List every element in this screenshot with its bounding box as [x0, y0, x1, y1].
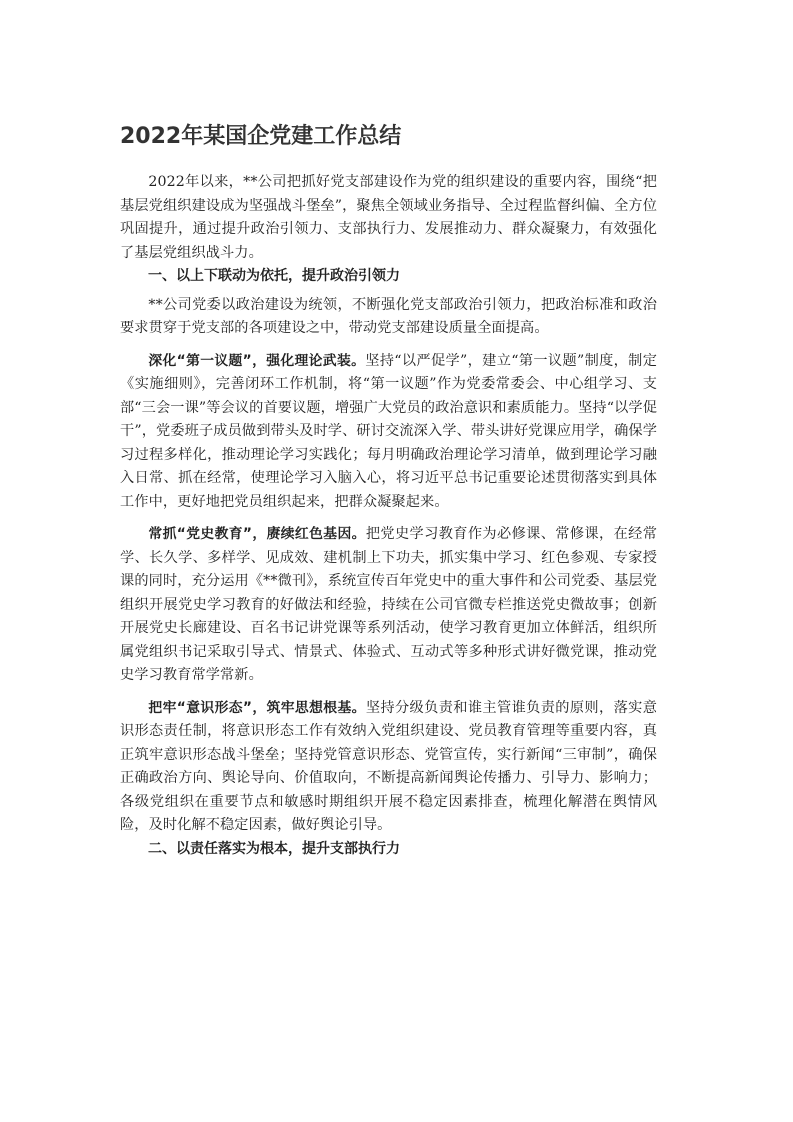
item-3-lead: 把牢“意识形态”，筑牢思想根基。 — [148, 699, 366, 716]
section-1-intro: **公司党委以政治建设为统领，不断强化党支部政治引领力，把政治标准和政治要求贯穿于党支部的各项建设之中，带动党支部建设质量全面提高。 — [120, 296, 657, 336]
section-1-item-1 — [120, 350, 657, 515]
section-1-heading: 一、以上下联动为依托，提升政治引领力 — [148, 268, 400, 284]
section-2-heading: 二、以责任落实为根本，提升支部执行力 — [148, 840, 400, 857]
document-body — [120, 171, 657, 861]
section-1-item-2 — [120, 523, 657, 688]
section-1-item-3 — [120, 697, 657, 838]
item-2-text: 把党史学习教育作为必修课、常修课，在经常学、长久学、多样学、见成效、建机制上下功夫，抓实集中学习、红色参观、专家授课的同时，充分运用《**微刊》，系统宣传百年党史中的重大事件和公司党委、基层党组织开展党史学习教育的好做法和经验，持续在公司官微专栏推送党史微故事；创新开展党史长廊建设、百名书记讲党课等系列活动，使学习教育更加立体鲜活，组织所属党组织书记采取引导式、情景式、体验式、互动式等多种形式讲好微党课，推动党史学习教育常学常新。 — [120, 526, 657, 683]
item-2-lead: 常抓“党史教育”，赓续红色基因。 — [148, 526, 366, 542]
item-1-text: 坚持“以严促学”，建立“第一议题”制度，制定《实施细则》，完善闭环工作机制，将“第一议题”作为党委常委会、中心组学习、支部“三会一课”等会议的首要议题，增强广大党员的政治意识和素质能力。坚持“以学促干”，党委班子成员做到带头及时学、研讨交流深入学、带头讲好党课应用学，确保学习过程多样化，推动理论学习实践化；每月明确政治理论学习清单，做到理论学习融入日常、抓在经常，使理论学习入脑入心，将习近平总书记重要论述贯彻落实到具体工作中，更好地把党员组织起来，把群众凝聚起来。 — [120, 352, 658, 510]
intro-paragraph: 2022年以来，**公司把抓好党支部建设作为党的组织建设的重要内容，围绕“把基层党组织建设成为坚强战斗堡垒”，聚焦全领域业务指导、全过程监督纠偏、全方位巩固提升，通过提升政治引领力、支部执行力、发展推动力、群众凝聚力，有效强化了基层党组织战斗力。 — [120, 174, 657, 261]
item-1-lead: 深化“第一议题”，强化理论武装。 — [148, 352, 366, 369]
item-3-text: 坚持分级负责和谁主管谁负责的原则，落实意识形态责任制，将意识形态工作有效纳入党组织建设、党员教育管理等重要内容，真正筑牢意识形态战斗堡垒；坚持党管意识形态、党管宣传，实行新闻“三审制”，确保正确政治方向、舆论导向、价值取向，不断提高新闻舆论传播力、引导力、影响力；各级党组织在重要节点和敏感时期组织开展不稳定因素排查，梳理化解潜在舆情风险，及时化解不稳定因素，做好舆论引导。 — [120, 699, 657, 833]
document-title: 2022年某国企党建工作总结 — [120, 124, 402, 149]
